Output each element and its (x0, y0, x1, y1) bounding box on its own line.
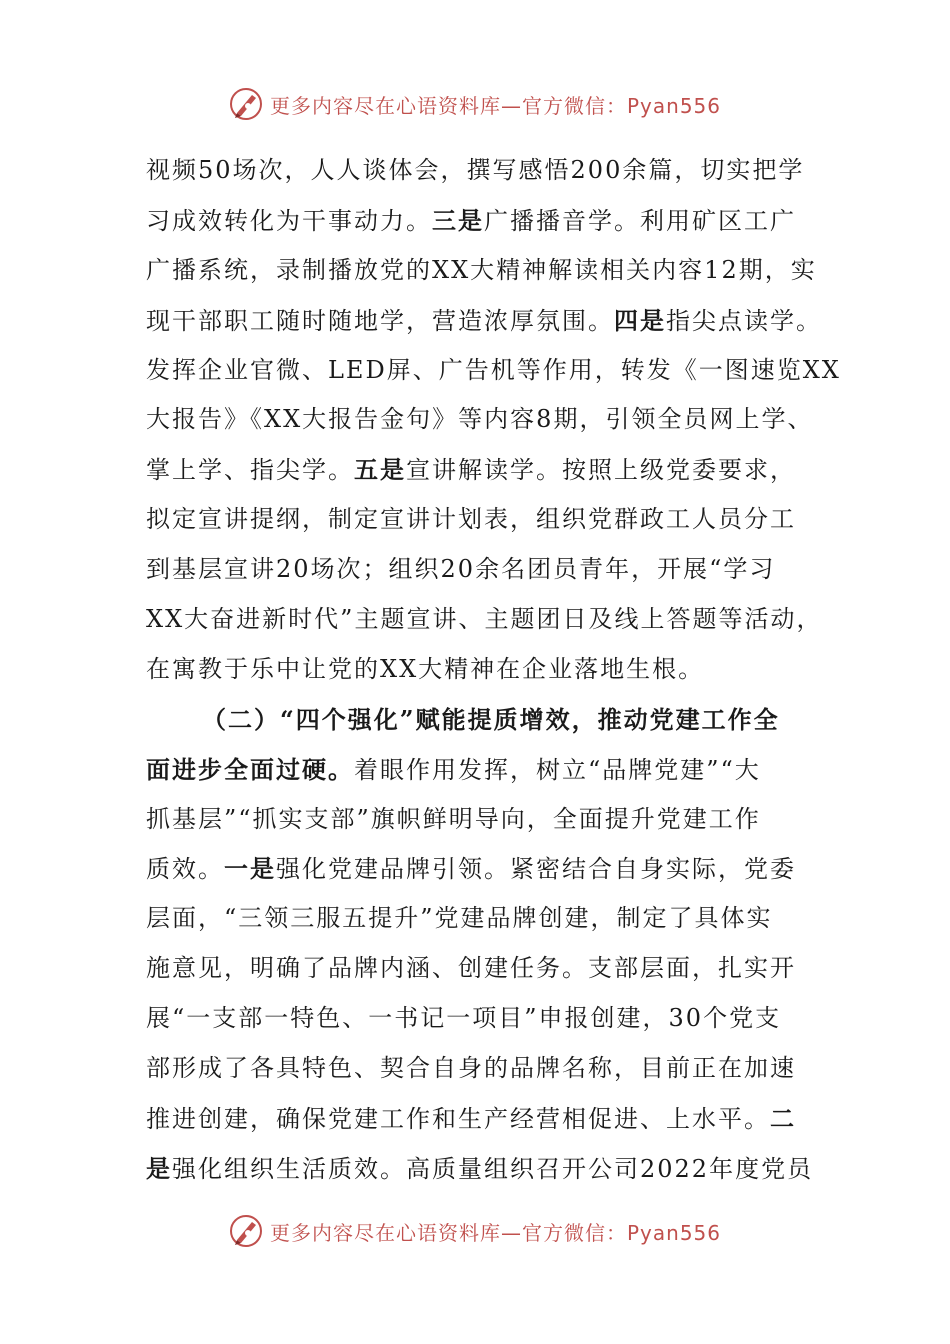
header-watermark-banner (228, 84, 748, 124)
bold-keyword: 五是 (354, 455, 406, 485)
paragraph-line: 展“一支部一特色、一书记一项目”申报创建，30个党支 (146, 1004, 782, 1033)
document-body (146, 146, 841, 1194)
paragraph-line: 抓基层”“抓实支部”旗帜鲜明导向，全面提升党建工作 (146, 804, 761, 833)
bold-keyword: 二 (770, 1103, 796, 1133)
bold-keyword: 一是 (224, 854, 276, 884)
paragraph-line: 发挥企业官微、LED屏、广告机等作用，转发《一图速览XX (146, 355, 841, 384)
paragraph-line: 视频50场次，人人谈体会，撰写感悟200余篇，切实把学 (146, 156, 805, 184)
paragraph-line: 层面，“三领三服五提升”党建品牌创建，制定了具体实 (146, 904, 773, 933)
banner-text (270, 1217, 721, 1246)
banner-site-text: 更多内容尽在心语资料库—官方微信： (270, 93, 627, 118)
paragraph-line: 广播系统，录制播放党的XX大精神解读相关内容12期，实 (146, 255, 817, 284)
pen-circle-logo-icon (228, 86, 264, 122)
paragraph-line: 质效。一是强化党建品牌引领。紧密结合自身实际，党委 (146, 854, 796, 884)
footer-watermark-banner (228, 1211, 748, 1251)
paragraph-line: 拟定宣讲提纲，制定宣讲计划表，组织党群政工人员分工 (146, 505, 796, 534)
bold-keyword: 是 (146, 1153, 172, 1183)
banner-site-text: 更多内容尽在心语资料库—官方微信： (270, 1220, 627, 1245)
section-heading: （二）“四个强化”赋能提质增效，推动党建工作全 (202, 704, 780, 734)
paragraph-line: 到基层宣讲20场次；组织20余名团员青年，开展“学习 (146, 555, 776, 584)
paragraph-line: 面进步全面过硬。着眼作用发挥，树立“品牌党建”“大 (146, 754, 761, 784)
paragraph-line: XX大奋进新时代”主题宣讲、主题团日及线上答题等活动， (146, 605, 823, 634)
paragraph-line: 掌上学、指尖学。五是宣讲解读学。按照上级党委要求， (146, 455, 796, 485)
bold-keyword: 四是 (614, 305, 666, 335)
banner-account: Pyan556 (627, 93, 722, 118)
paragraph-line: 是强化组织生活质效。高质量组织召开公司2022年度党员 (146, 1153, 814, 1183)
bold-keyword: 三是 (432, 205, 484, 235)
paragraph-line: 施意见，明确了品牌内涵、创建任务。支部层面，扎实开 (146, 954, 796, 983)
paragraph-line: 部形成了各具特色、契合自身的品牌名称，目前正在加速 (146, 1054, 796, 1083)
pen-circle-logo-icon (228, 1213, 264, 1249)
paragraph-line: 推进创建，确保党建工作和生产经营相促进、上水平。二 (146, 1103, 796, 1133)
paragraph-line: 习成效转化为干事动力。三是广播播音学。利用矿区工广 (146, 205, 796, 235)
paragraph-line: 在寓教于乐中让党的XX大精神在企业落地生根。 (146, 654, 705, 683)
banner-account: Pyan556 (627, 1220, 722, 1245)
paragraph-line: 现干部职工随时随地学，营造浓厚氛围。四是指尖点读学。 (146, 305, 822, 335)
bold-heading-end: 面进步全面过硬。 (146, 754, 354, 784)
banner-text (270, 90, 721, 119)
paragraph-line: 大报告》《XX大报告金句》等内容8期，引领全员网上学、 (146, 405, 814, 434)
